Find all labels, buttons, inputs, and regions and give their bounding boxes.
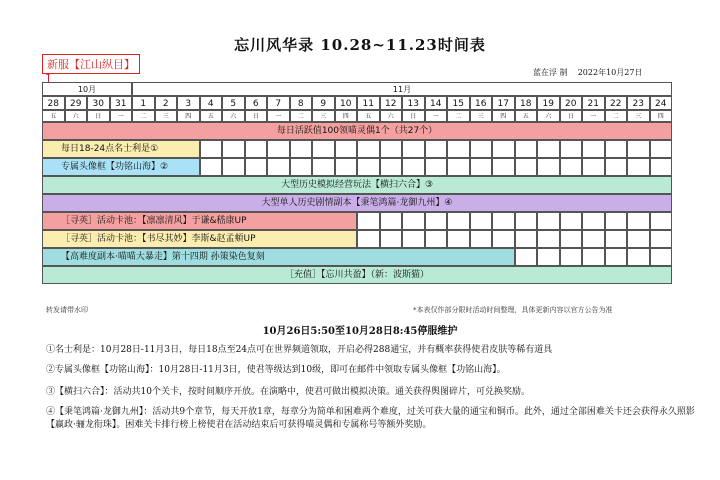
weekday-cell: 六 — [380, 110, 403, 122]
day-cell: 1 — [132, 96, 155, 110]
empty-day-cell — [447, 230, 470, 248]
note-item: ③【横扫六合】：活动共10个关卡，按时间顺序开放。在演略中，使君可做出模拟决策。通关获得舆图碎片，可兑换奖励。 — [46, 387, 530, 397]
weekday-cell: 一 — [425, 110, 448, 122]
empty-day-cell — [492, 212, 515, 230]
day-cell: 10 — [335, 96, 358, 110]
empty-day-cell — [200, 140, 223, 158]
empty-day-cell — [627, 158, 650, 176]
weekday-cell: 四 — [177, 110, 200, 122]
empty-day-cell — [582, 212, 605, 230]
date: 2022年10月27日 — [577, 68, 643, 77]
empty-day-cell — [605, 158, 628, 176]
author-date — [533, 67, 642, 78]
day-cell: 21 — [582, 96, 605, 110]
empty-day-cell — [402, 140, 425, 158]
empty-day-cell — [605, 230, 628, 248]
empty-day-cell — [470, 140, 493, 158]
event-bar: 【高难度副本·喵喵大暴走】第十四期 孙策染色复刻 — [42, 248, 515, 266]
empty-day-cell — [560, 158, 583, 176]
empty-day-cell — [627, 212, 650, 230]
empty-day-cell — [515, 140, 538, 158]
empty-day-cell — [627, 248, 650, 266]
day-cell: 15 — [447, 96, 470, 110]
month-header: 11月 — [132, 82, 672, 96]
month-header: 10月 — [42, 82, 132, 96]
empty-day-cell — [200, 158, 223, 176]
event-bar: 每日活跃值100领喵灵偶1个（共27个） — [42, 122, 672, 140]
empty-day-cell — [245, 158, 268, 176]
day-cell: 2 — [155, 96, 178, 110]
event-bar: ［寻英］活动卡池：【书尽其妙】李斯&赵孟頫UP — [42, 230, 357, 248]
empty-day-cell — [605, 248, 628, 266]
empty-day-cell — [582, 158, 605, 176]
empty-day-cell — [402, 212, 425, 230]
day-cell: 23 — [627, 96, 650, 110]
day-cell: 9 — [312, 96, 335, 110]
empty-day-cell — [537, 140, 560, 158]
day-cell: 31 — [110, 96, 133, 110]
empty-day-cell — [492, 158, 515, 176]
empty-day-cell — [582, 248, 605, 266]
author: 蓝在浮 制 — [533, 68, 568, 77]
empty-day-cell — [290, 158, 313, 176]
empty-day-cell — [560, 140, 583, 158]
schedule-grid — [42, 82, 678, 302]
weekday-cell: 四 — [335, 110, 358, 122]
day-cell: 19 — [537, 96, 560, 110]
page-title: 忘川风华录 10.28~11.23时间表 — [234, 36, 486, 54]
event-bar: ［寻英］活动卡池：【凛凛清风】于谦&嵇康UP — [42, 212, 357, 230]
empty-day-cell — [515, 230, 538, 248]
day-cell: 5 — [222, 96, 245, 110]
weekday-cell: 二 — [447, 110, 470, 122]
day-cell: 14 — [425, 96, 448, 110]
day-cell: 13 — [402, 96, 425, 110]
day-cell: 3 — [177, 96, 200, 110]
empty-day-cell — [605, 140, 628, 158]
empty-day-cell — [537, 212, 560, 230]
weekday-cell: 二 — [605, 110, 628, 122]
weekday-cell: 二 — [132, 110, 155, 122]
empty-day-cell — [335, 158, 358, 176]
empty-day-cell — [267, 140, 290, 158]
empty-day-cell — [380, 230, 403, 248]
weekday-cell: 四 — [492, 110, 515, 122]
empty-day-cell — [357, 158, 380, 176]
weekday-cell: 一 — [582, 110, 605, 122]
day-cell: 20 — [560, 96, 583, 110]
empty-day-cell — [650, 248, 673, 266]
empty-day-cell — [245, 140, 268, 158]
empty-day-cell — [357, 140, 380, 158]
day-cell: 29 — [65, 96, 88, 110]
empty-day-cell — [290, 140, 313, 158]
empty-day-cell — [537, 230, 560, 248]
empty-day-cell — [627, 140, 650, 158]
empty-day-cell — [470, 230, 493, 248]
day-cell: 30 — [87, 96, 110, 110]
weekday-cell: 六 — [537, 110, 560, 122]
weekday-cell: 四 — [650, 110, 673, 122]
day-cell: 16 — [470, 96, 493, 110]
empty-day-cell — [560, 212, 583, 230]
note-item: ④【秉笔鸿篇·龙御九州】：活动共9个章节，每天开放1章，每章分为简单和困难两个难度，过关可获大量的通宝和铜币。此外，通过全部困难关卡还会获得永久照影【赢政·骊龙衔珠】。困难关卡排行榜上榜使君在活动结束后可获得喵灵偶和专属称号等额外奖励。 — [46, 407, 695, 430]
empty-day-cell — [425, 230, 448, 248]
empty-day-cell — [447, 158, 470, 176]
empty-day-cell — [470, 158, 493, 176]
empty-day-cell — [492, 230, 515, 248]
empty-day-cell — [312, 158, 335, 176]
event-bar: 每日18-24点名士利是① — [42, 140, 200, 158]
empty-day-cell — [560, 230, 583, 248]
day-cell: 22 — [605, 96, 628, 110]
weekday-cell: 三 — [312, 110, 335, 122]
empty-day-cell — [515, 248, 538, 266]
note-item: ①名士利是：10月28日-11月3日，每日18点至24点可在世界频道领取，开启必得288通宝，并有概率获得使君皮肤等稀有道具 — [46, 345, 553, 355]
empty-day-cell — [605, 212, 628, 230]
empty-day-cell — [650, 212, 673, 230]
empty-day-cell — [447, 140, 470, 158]
empty-day-cell — [425, 158, 448, 176]
weekday-cell: 日 — [87, 110, 110, 122]
weekday-cell: 五 — [515, 110, 538, 122]
empty-day-cell — [650, 140, 673, 158]
day-cell: 4 — [200, 96, 223, 110]
empty-day-cell — [650, 158, 673, 176]
empty-day-cell — [267, 158, 290, 176]
weekday-cell: 日 — [560, 110, 583, 122]
weekday-cell: 六 — [65, 110, 88, 122]
event-bar: ［充值］【忘川共盈】（新：波斯猫） — [42, 266, 672, 284]
day-cell: 17 — [492, 96, 515, 110]
weekday-cell: 五 — [200, 110, 223, 122]
weekday-cell: 日 — [245, 110, 268, 122]
weekday-cell: 三 — [155, 110, 178, 122]
empty-day-cell — [582, 230, 605, 248]
empty-day-cell — [357, 212, 380, 230]
empty-day-cell — [402, 230, 425, 248]
maintenance-notice: 10月26日5:50至10月28日8:45停服维护 — [262, 326, 458, 337]
weekday-cell: 日 — [402, 110, 425, 122]
day-cell: 18 — [515, 96, 538, 110]
empty-day-cell — [492, 140, 515, 158]
weekday-cell: 一 — [110, 110, 133, 122]
weekday-cell: 三 — [627, 110, 650, 122]
day-cell: 7 — [267, 96, 290, 110]
weekday-cell: 五 — [357, 110, 380, 122]
empty-day-cell — [515, 158, 538, 176]
empty-day-cell — [222, 140, 245, 158]
weekday-cell: 六 — [222, 110, 245, 122]
empty-day-cell — [335, 140, 358, 158]
empty-day-cell — [515, 212, 538, 230]
day-cell: 6 — [245, 96, 268, 110]
day-cell: 24 — [650, 96, 673, 110]
weekday-cell: 五 — [42, 110, 65, 122]
empty-day-cell — [357, 230, 380, 248]
day-cell: 8 — [290, 96, 313, 110]
empty-day-cell — [222, 158, 245, 176]
empty-day-cell — [402, 158, 425, 176]
empty-day-cell — [380, 140, 403, 158]
empty-day-cell — [650, 230, 673, 248]
empty-day-cell — [537, 248, 560, 266]
day-cell: 11 — [357, 96, 380, 110]
disclaimer: *本表仅作部分限时活动时间整理，具体更新内容以官方公告为准 — [413, 306, 613, 314]
empty-day-cell — [312, 140, 335, 158]
empty-day-cell — [627, 230, 650, 248]
empty-day-cell — [560, 248, 583, 266]
day-cell: 12 — [380, 96, 403, 110]
empty-day-cell — [425, 140, 448, 158]
event-bar: 专属头像框【功铭山海】② — [42, 158, 200, 176]
empty-day-cell — [447, 212, 470, 230]
day-cell: 28 — [42, 96, 65, 110]
watermark-note: 转发请带水印 — [46, 306, 88, 314]
note-item: ②专属头像框【功铭山海】：10月28日-11月3日，使君等级达到10级，即可在邮件中领取专属头像框【功铭山海】。 — [46, 365, 506, 375]
event-bar: 大型历史模拟经营玩法【横扫六合】③ — [42, 176, 672, 194]
weekday-cell: 三 — [470, 110, 493, 122]
weekday-cell: 一 — [267, 110, 290, 122]
new-server-badge: 新服【江山纵目】 — [42, 54, 140, 74]
empty-day-cell — [537, 158, 560, 176]
empty-day-cell — [380, 158, 403, 176]
empty-day-cell — [425, 212, 448, 230]
weekday-cell: 二 — [290, 110, 313, 122]
empty-day-cell — [582, 140, 605, 158]
empty-day-cell — [470, 212, 493, 230]
empty-day-cell — [380, 212, 403, 230]
event-bar: 大型单人历史剧情副本【秉笔鸿篇·龙御九州】④ — [42, 194, 672, 212]
